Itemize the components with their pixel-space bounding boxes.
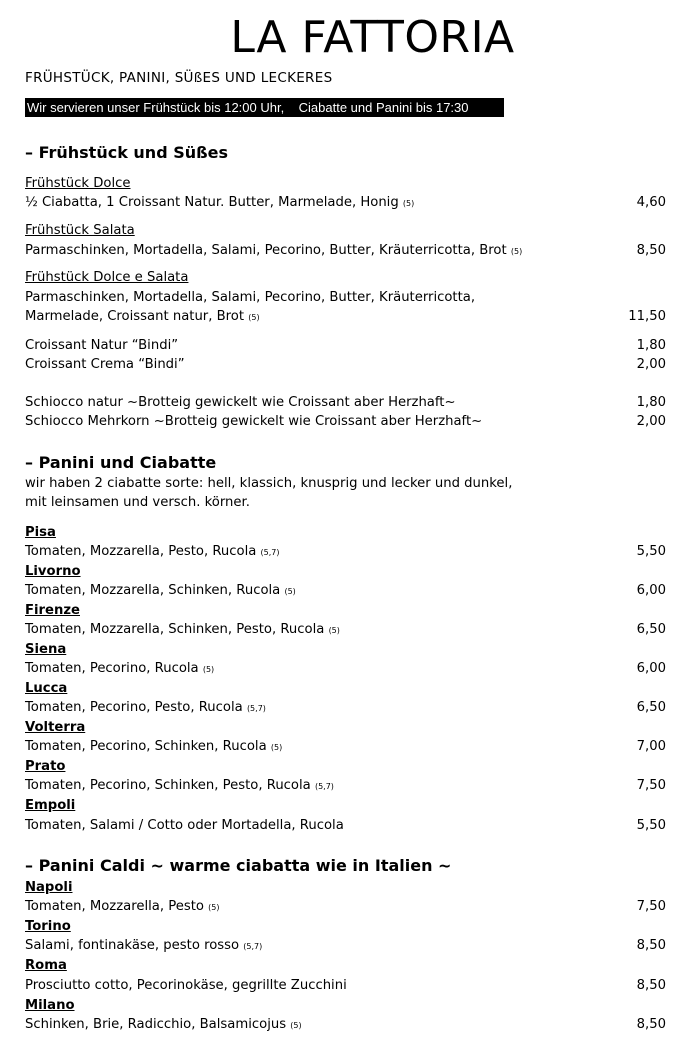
item-price: 1,80	[636, 395, 666, 410]
restaurant-title: LA FATTORIA	[230, 12, 515, 63]
item-description: Tomaten, Pecorino, Schinken, Pesto, Rucola (5,7)	[25, 778, 334, 793]
item-price: 1,80	[636, 338, 666, 353]
item-price: 2,00	[636, 357, 666, 372]
item-name: Frühstück Dolce e Salata	[25, 270, 189, 285]
item-price: 5,50	[636, 544, 666, 559]
section-title-panini: – Panini und Ciabatte	[25, 453, 217, 472]
item-description: Parmaschinken, Mortadella, Salami, Pecorino, Butter, Kräuterricotta,	[25, 290, 476, 305]
section-title-caldi: – Panini Caldi ~ warme ciabatta wie in Italien ~	[25, 856, 452, 875]
item-description: Schinken, Brie, Radicchio, Balsamicojus (5)	[25, 1017, 302, 1032]
item-name: Livorno	[25, 564, 81, 579]
item-name: Empoli	[25, 798, 76, 813]
item-price: 6,50	[636, 622, 666, 637]
item-description: Parmaschinken, Mortadella, Salami, Pecorino, Butter, Kräuterricotta, Brot (5)	[25, 243, 523, 258]
item-price: 7,50	[636, 899, 666, 914]
item-price: 4,60	[636, 195, 666, 210]
item-description: Schiocco natur ~Brotteig gewickelt wie Croissant aber Herzhaft~	[25, 395, 456, 410]
item-description: Salami, fontinakäse, pesto rosso (5,7)	[25, 938, 263, 953]
item-name: Frühstück Salata	[25, 223, 135, 238]
item-price: 7,50	[636, 778, 666, 793]
item-price: 8,50	[636, 1017, 666, 1032]
item-price: 6,00	[636, 661, 666, 676]
item-price: 11,50	[628, 309, 666, 324]
item-name: Siena	[25, 642, 67, 657]
item-description: Tomaten, Mozzarella, Schinken, Pesto, Rucola (5)	[25, 622, 340, 637]
item-description: Tomaten, Salami / Cotto oder Mortadella, Rucola	[25, 818, 344, 833]
item-name: Napoli	[25, 880, 73, 895]
item-description: Tomaten, Pecorino, Rucola (5)	[25, 661, 215, 676]
item-price: 6,50	[636, 700, 666, 715]
item-name: Torino	[25, 919, 71, 934]
item-name: Frühstück Dolce	[25, 176, 131, 191]
item-price: 2,00	[636, 414, 666, 429]
item-price: 5,50	[636, 818, 666, 833]
item-name: Milano	[25, 998, 75, 1013]
item-price: 8,50	[636, 978, 666, 993]
item-description: Tomaten, Pecorino, Pesto, Rucola (5,7)	[25, 700, 266, 715]
item-name: Prato	[25, 759, 66, 774]
item-description: Tomaten, Mozzarella, Pesto, Rucola (5,7)	[25, 544, 280, 559]
item-price: 6,00	[636, 583, 666, 598]
item-description: Tomaten, Mozzarella, Schinken, Rucola (5)	[25, 583, 296, 598]
item-description: Tomaten, Pecorino, Schinken, Rucola (5)	[25, 739, 283, 754]
item-name: Firenze	[25, 603, 80, 618]
item-price: 7,00	[636, 739, 666, 754]
section-intro: mit leinsamen und versch. körner.	[25, 495, 250, 510]
item-description: Tomaten, Mozzarella, Pesto (5)	[25, 899, 220, 914]
item-name: Lucca	[25, 681, 68, 696]
item-price: 8,50	[636, 243, 666, 258]
item-price: 8,50	[636, 938, 666, 953]
item-description: Prosciutto cotto, Pecorinokäse, gegrillte Zucchini	[25, 978, 347, 993]
item-name: Roma	[25, 958, 67, 973]
item-description: Marmelade, Croissant natur, Brot (5)	[25, 309, 260, 324]
menu-subtitle: FRÜHSTÜCK, PANINI, SÜßES UND LECKERES	[25, 70, 333, 86]
section-intro: wir haben 2 ciabatte sorte: hell, klassich, knusprig und lecker und dunkel,	[25, 476, 513, 491]
service-hours-banner: Wir servieren unser Frühstück bis 12:00 Uhr, Ciabatte und Panini bis 17:30	[25, 98, 504, 117]
item-description: Schiocco Mehrkorn ~Brotteig gewickelt wie Croissant aber Herzhaft~	[25, 414, 483, 429]
item-description: Croissant Natur “Bindi”	[25, 338, 179, 353]
section-title-fruehstueck: – Frühstück und Süßes	[25, 143, 229, 162]
item-description: Croissant Crema “Bindi”	[25, 357, 185, 372]
item-name: Volterra	[25, 720, 86, 735]
item-description: ½ Ciabatta, 1 Croissant Natur. Butter, Marmelade, Honig (5)	[25, 195, 415, 210]
item-name: Pisa	[25, 525, 56, 540]
